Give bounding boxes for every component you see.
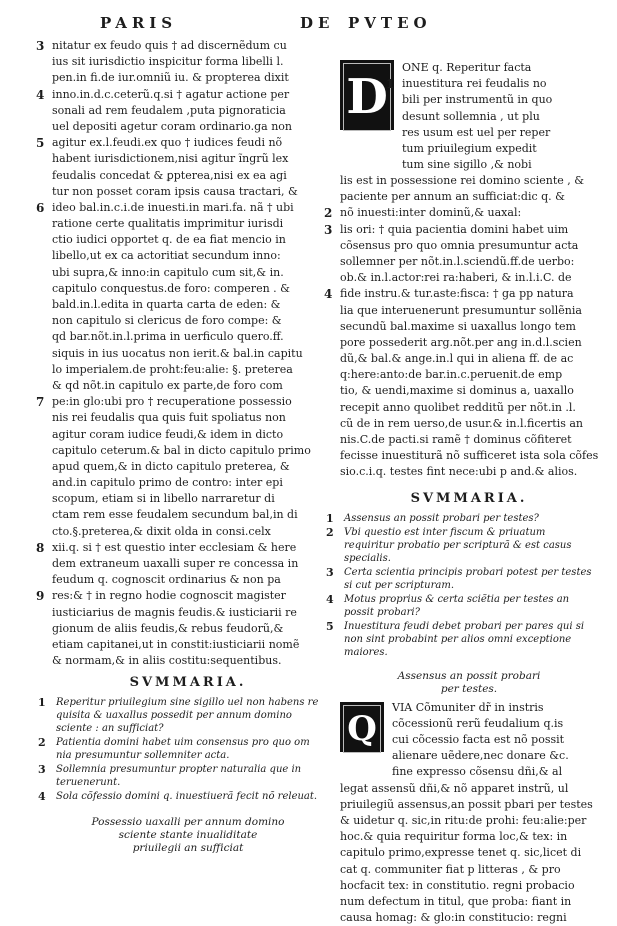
marginal-number: 9 [36,589,45,604]
right-body-text [324,173,599,481]
line-text: fide instru.& tur.aste:fisca: † ga pp natura [340,287,574,301]
line-text: agitur ex.l.feudi.ex quo † iudices feudi nõ [52,136,283,150]
text-line [402,92,598,108]
summaria-number: 3 [326,565,334,579]
text-line [52,184,324,200]
text-line [392,732,598,748]
left-column [36,38,324,855]
text-line [36,540,324,556]
text-line [36,200,324,216]
decorated-initial-d: D [340,60,394,130]
line-text: libello,ut ex ca actoritiat secundum inno: [52,249,281,263]
line-text: capitulo ceterum.& bal in dicto capitulo primo [52,443,311,457]
text-line [402,60,598,76]
text-line [324,286,598,302]
summaria-item [326,565,598,592]
right-summaria-list [326,511,598,659]
left-summaria-title: SVMMARIA. [129,675,247,691]
marginal-number: 4 [324,287,333,302]
text-line [52,168,324,184]
header-center: DE [300,14,335,32]
text-line [52,443,324,459]
text-line [340,464,598,480]
line-text: recepit anno quolibet redditũ per nõt.in .l. [340,400,576,414]
summaria-number: 4 [326,592,334,606]
line-text: secundũ bal.maxime si uaxallus longo tem [340,319,576,333]
line-text: fine expresso cõsensu dñi,& al [392,765,563,779]
text-line [52,70,324,86]
text-line [340,813,598,829]
text-line [340,254,598,270]
marginal-number: 3 [36,39,45,53]
line-text: pe:in glo:ubi pro † recuperatione possessio [52,395,292,409]
line-text: legat assensũ dñi,& nõ apparet instrũ, ul [340,781,569,795]
text-line [52,491,324,507]
text-line [402,109,598,125]
line-text: feudalis concedat & ꝑpterea,nisi ex ea agi [52,168,287,182]
marginal-number: 7 [36,395,45,410]
line-text: causa homag: & glo:in constitucio: regni [340,911,567,925]
summaria-number: 4 [38,790,46,804]
line-text: inno.in.d.c.ceterũ.q.si † agatur actione per [52,87,290,101]
marginal-number: 8 [36,540,45,555]
line-text: iusticiarius de magnis feudis.& iusticiarii re [52,605,297,619]
text-line [340,173,598,189]
text-line [52,362,324,378]
line-text: bald.in.l.edita in quarta carta de eden: & [52,298,281,311]
text-line [340,319,598,335]
right-initial2-text [392,700,598,781]
line-text: sollemner per nõt.in.l.sciendũ.ff.de uerbo: [340,254,575,268]
header-right: PVTEO [348,14,432,32]
text-line [52,216,324,232]
text-line [52,281,324,297]
summaria-text: Assensus an possit probari per testes? [344,512,539,524]
line-text: bili per instrumentũ in quo [402,93,553,107]
line-text: paciente per annum an sufficiat:dic q. & [340,190,565,204]
text-line [402,125,598,141]
line-text: VIA Cõmuniter dr̃ in instris [392,700,544,714]
summaria-text: Sollemnia presumuntur propter naturalia que in teruenerunt. [56,764,302,789]
text-line [340,238,598,254]
text-line [36,588,324,604]
line-text: nõ inuesti:inter dominũ,& uaxal: [340,206,522,220]
caption-line: priuilegii an sufficiat [132,842,244,855]
line-text: capitulo primo,expresse tenet q. sic,licet di [340,846,582,860]
text-line [340,878,598,894]
summaria-text: Motus proprius & certa sciẽtia per testes an possit probari? [344,593,570,618]
text-line [340,432,598,448]
line-text: and.in capitulo primo de contro: inter epi [52,476,283,490]
summaria-number: 3 [38,763,46,777]
marginal-number: 4 [36,87,45,102]
text-line [402,157,598,173]
text-line [340,383,598,399]
line-text: scopum, etiam si in libello narraretur di [52,492,275,506]
left-body-text [36,38,324,669]
text-line [340,189,598,205]
line-text: ONE q. Reperitur facta [402,61,532,74]
line-text: gionum de aliis feudis,& rebus feudorũ,& [52,621,284,635]
text-line [36,394,324,410]
caption-line: Assensus an possit probari [397,669,541,682]
text-line [52,605,324,621]
left-summaria-list [38,696,324,804]
text-line [36,135,324,151]
line-text: apud quem,& in dicto capitulo preterea, & [52,459,290,473]
summaria-item [38,736,324,762]
summaria-number: 1 [38,696,46,710]
decorated-initial-q: Q [340,702,384,752]
marginal-number: 2 [324,206,333,221]
line-text: ideo bal.in.c.i.de inuesti.in mari.fa. nã † ubi [52,200,294,214]
line-text: pen.in fi.de iur.omniũ iu. & propterea dixit [52,71,289,85]
line-text: nitatur ex feudo quis † ad discernẽdum cu [52,39,287,52]
caption-line: sciente stante inualiditate [118,829,258,842]
summaria-number: 1 [326,511,334,525]
summaria-text: Vbi questio est inter fiscum & priuatum requiritur probatio per scripturã & est casus specialis. [344,526,572,564]
text-line [340,829,598,845]
summaria-text: Reperitur priuilegium sine sigillo uel non habens re quisita & uaxallus possedit per annum domino sciente : an sufficiat? [56,697,319,735]
line-text: ctio iudici opportet q. de ea fiat mencio in [52,233,286,247]
text-line [340,335,598,351]
summaria-item [326,592,598,619]
summaria-number: 5 [326,619,334,633]
line-text: ctam rem esse feudalem secundum bal,in di [52,508,298,522]
line-text: inuestitura rei feudalis no [402,77,547,91]
line-text: tum sine sigillo ,& nobi [402,158,532,172]
text-line [52,313,324,329]
line-text: lia que interuenerunt presumuntur sollẽnia [340,303,582,317]
line-text: etiam capitanei,ut in constit:iusticiarii nomẽ [52,637,300,651]
text-line [52,119,324,135]
line-text: non capitulo si clericus de foro compe: & [52,314,282,328]
summaria-text: Patientia domini habet uim consensus pro quo om nia presumuntur sollemniter acta. [56,737,310,762]
text-line [52,637,324,653]
line-text: pore possederit arg.nõt.per ang in.d.l.scien [340,335,582,349]
text-line [392,700,598,716]
line-text: tur non posset coram ipsis causa tractari, & [52,184,298,198]
line-text: cui cõcessio facta est nõ possit [392,732,565,746]
text-line [340,910,598,926]
line-text: qd bar.nõt.in.l.prima in uerficulo quero.ff. [52,330,284,344]
text-line [52,410,324,426]
text-line [340,303,598,319]
line-text: siquis in ius uocatus non ierit.& bal.in capitu [52,346,303,360]
text-line [52,475,324,491]
line-text: cũ de in rem uerso,de usur.& in.l.ficertis an [340,416,583,430]
summaria-item [38,763,324,789]
text-line [52,297,324,313]
line-text: cõcessionũ rerũ feudalium q.is [392,716,564,730]
line-text: sio.c.i.q. testes fint nece:ubi p and.& alios. [340,465,578,479]
text-line [392,764,598,780]
text-line [36,87,324,103]
text-line [402,141,598,157]
text-line [52,151,324,167]
text-line [52,653,324,669]
summaria-item [326,619,598,659]
marginal-number: 3 [324,222,333,237]
line-text: ratione certe qualitatis imprimitur iurisdi [52,217,284,231]
right-column [324,60,599,926]
header-left: PARIS [100,14,178,32]
line-text: ob.& in.l.actor:rei ra:haberi, & in.l.i.C. de [340,271,572,285]
line-text: capitulo conquestus.de foro: comperen . & [52,281,290,295]
text-line [52,427,324,443]
text-line [52,524,324,540]
marginal-number: 6 [36,200,45,215]
text-line [340,270,598,286]
text-line [52,232,324,248]
line-text: num defectum in titul, que proba: fiant in [340,894,572,908]
line-text: q:here:anto:de bar.in.c.peruenit.de emp [340,368,563,382]
line-text: desunt sollemnia , ut plu [402,109,540,123]
line-text: & normam,& in aliis costitu:sequentibus. [52,654,282,668]
text-line [324,222,598,238]
line-text: lis ori: † quia pacientia domini habet uim [340,222,569,236]
line-text: cõsensus pro quo omnia presumuntur acta [340,238,579,252]
line-text: xii.q. si † est questio inter ecclesiam & here [52,540,297,554]
summaria-item [38,790,324,804]
line-text: cto.§.preterea,& dixit olda in consi.celx [52,524,271,538]
text-line [52,346,324,362]
text-line [52,378,324,394]
text-line [340,862,598,878]
text-line [36,38,324,54]
left-caption [52,816,324,855]
text-line [340,781,598,797]
text-line [340,416,598,432]
text-line [52,265,324,281]
line-text: ius sit iurisdictio inspicitur forma libelli l. [52,55,284,69]
summaria-number: 2 [38,736,46,750]
line-text: agitur coram iudice feudi,& idem in dicto [52,427,284,441]
line-text: & qd nõt.in capitulo ex parte,de foro com [52,378,283,392]
summaria-item [326,511,598,525]
line-text: ubi supra,& inno:in capitulo cum sit,& in. [52,265,284,279]
line-text: tio, & uendi,maxime si dominus a, uaxallo [340,384,574,398]
right-body-text-2 [340,781,598,926]
text-line [52,572,324,588]
right-caption [340,670,598,696]
line-text: cat q. communiter fiat p litteras , & pro [340,862,561,876]
summaria-text: Sola cõfessio domini q. inuestiuerã fecit nõ releuat. [56,791,318,803]
line-text: alienare uẽdere,nec donare &c. [392,749,569,763]
text-line [340,351,598,367]
line-text: habent iurisdictionem,nisi agitur ĩngrũ lex [52,152,289,166]
text-line [52,329,324,345]
summaria-item [326,525,598,565]
text-line [340,797,598,813]
text-line [386,76,598,92]
line-text: nis rei feudalis qua quis fuit spoliatus non [52,411,286,425]
text-line [52,507,324,523]
summaria-number: 2 [326,525,334,539]
line-text: hoc.& quia requiritur forma loc,& tex: in [340,830,568,844]
text-line [52,621,324,637]
marginal-number: 5 [36,136,45,151]
line-text: tum priuilegium expedit [402,141,537,155]
line-text: feudum q. cognoscit ordinarius & non pa [52,573,281,587]
summaria-text: Certa scientia principis probari potest per testes si cut per scripturam. [344,566,592,591]
text-line [340,367,598,383]
line-text: res usum est uel per reper [402,125,551,139]
text-line [340,448,598,464]
text-line [52,103,324,119]
text-line [52,459,324,475]
marginal-number: 1 [386,77,395,92]
text-line [392,748,598,764]
line-text: lis est in possessione rei domino sciente , & [340,174,585,187]
text-line [340,400,598,416]
line-text: dem extraneum uaxalli super re concessa in [52,557,299,570]
line-text: fecisse inuestiturã nõ sufficeret ista sola cõfes [340,449,599,463]
text-line [340,845,598,861]
text-line [392,716,598,732]
text-line [52,248,324,264]
text-line [340,894,598,910]
right-initial-text [386,60,598,173]
summaria-text: Inuestitura feudi debet probari per pares qui si non sint probabint per alios omni exceptione maiores. [344,620,585,658]
line-text: priuilegiũ assensus,an possit pbari per testes [340,797,593,811]
line-text: sonali ad rem feudalem ,puta pignoraticia [52,103,286,117]
text-line [52,556,324,572]
right-summaria-title: SVMMARIA. [410,490,528,506]
line-text: dũ,& bal.& ange.in.l qui in aliena ff. de ac [340,352,574,366]
line-text: uel depositi agetur coram ordinario.ga non [52,119,292,133]
text-line [324,205,598,221]
caption-line: Possessio uaxalli per annum domino [91,816,285,829]
line-text: res:& † in regno hodie cognoscit magister [52,589,286,603]
line-text: & uidetur q. sic,in ritu:de prohi: feu:alie:per [340,813,587,827]
summaria-item [38,696,324,735]
line-text: lo imperialem.de proht:feu:alie: §. preterea [52,362,293,376]
caption-line: per testes. [440,682,498,695]
text-line [52,54,324,70]
running-header [0,14,617,36]
line-text: nis.C.de pacti.si ramẽ † dominus cõfiteret [340,433,572,446]
line-text: hocfacit tex: in constitutio. regni probacio [340,878,575,892]
